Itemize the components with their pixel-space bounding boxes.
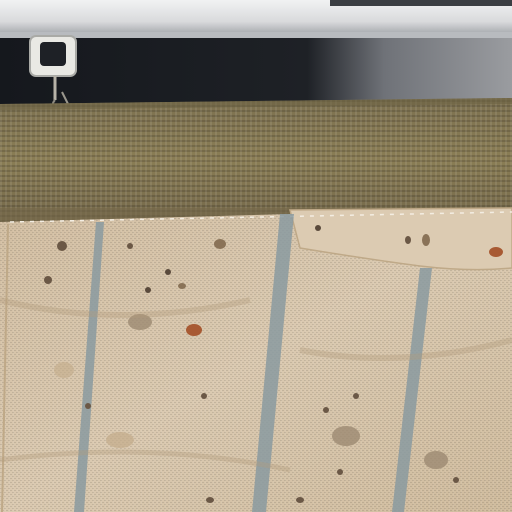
rail-lower-edge [0,32,512,38]
rail-top-dark-edge [330,0,512,6]
